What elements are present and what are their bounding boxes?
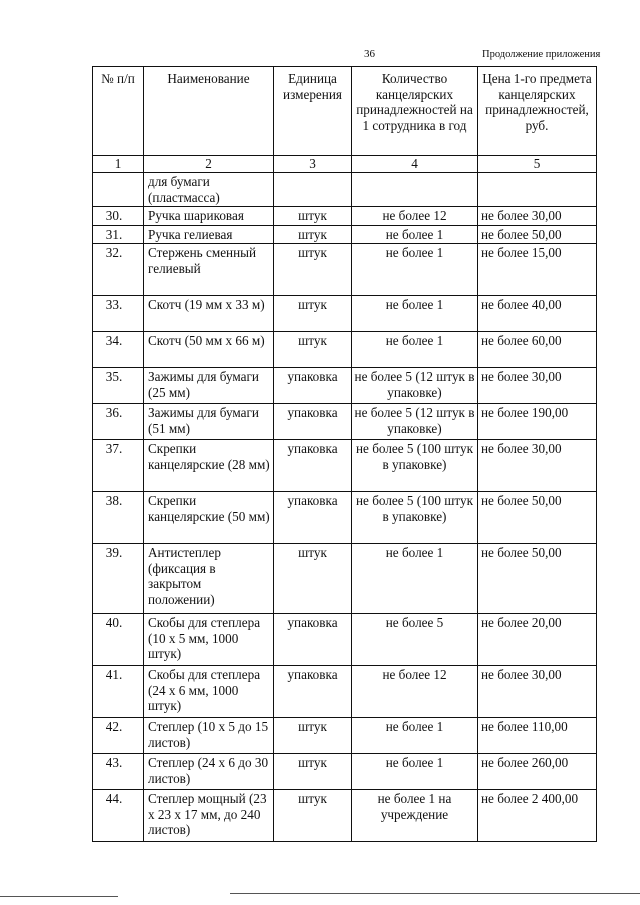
- row-number: 37.: [93, 440, 144, 492]
- table-row: [93, 790, 597, 842]
- price-limit: не более 20,00: [478, 614, 597, 666]
- item-name: Скрепки канцелярские (50 мм): [144, 492, 274, 544]
- item-name: Зажимы для бумаги (51 мм): [144, 404, 274, 440]
- unit-of-measure: упаковка: [274, 666, 352, 718]
- price-limit: не более 30,00: [478, 207, 597, 226]
- quantity-limit: [352, 173, 478, 207]
- item-name: Скотч (19 мм х 33 м): [144, 296, 274, 332]
- unit-of-measure: упаковка: [274, 368, 352, 404]
- unit-of-measure: штук: [274, 332, 352, 368]
- table-row: [93, 173, 597, 207]
- quantity-limit: не более 1: [352, 244, 478, 296]
- unit-of-measure: упаковка: [274, 492, 352, 544]
- unit-of-measure: штук: [274, 754, 352, 790]
- item-name: Степлер (10 х 5 до 15 листов): [144, 718, 274, 754]
- table-row: [93, 614, 597, 666]
- column-number: 5: [478, 156, 597, 173]
- row-number: [93, 173, 144, 207]
- item-name: Антистеплер (фиксация в закрытом положении): [144, 544, 274, 614]
- stationery-table: [92, 66, 597, 842]
- table-row: [93, 207, 597, 226]
- price-limit: [478, 173, 597, 207]
- unit-of-measure: [274, 173, 352, 207]
- continuation-note: Продолжение приложения: [482, 49, 601, 60]
- scan-artifact-line: [0, 896, 118, 897]
- row-number: 42.: [93, 718, 144, 754]
- row-number: 43.: [93, 754, 144, 790]
- table-row: [93, 404, 597, 440]
- table-row: [93, 368, 597, 404]
- table-row: [93, 544, 597, 614]
- column-header-quantity: Количество канцелярских принадлежностей на 1 сотрудника в год: [352, 67, 478, 156]
- unit-of-measure: упаковка: [274, 614, 352, 666]
- table-row: [93, 492, 597, 544]
- price-limit: не более 110,00: [478, 718, 597, 754]
- quantity-limit: не более 12: [352, 666, 478, 718]
- quantity-limit: не более 1: [352, 332, 478, 368]
- column-header-number: № п/п: [93, 67, 144, 156]
- column-header-price: Цена 1-го предмета канцелярских принадлежностей, руб.: [478, 67, 597, 156]
- price-limit: не более 50,00: [478, 492, 597, 544]
- item-name: для бумаги (пластмасса): [144, 173, 274, 207]
- quantity-limit: не более 12: [352, 207, 478, 226]
- price-limit: не более 260,00: [478, 754, 597, 790]
- row-number: 33.: [93, 296, 144, 332]
- column-number: 2: [144, 156, 274, 173]
- unit-of-measure: штук: [274, 244, 352, 296]
- table-row: [93, 718, 597, 754]
- unit-of-measure: штук: [274, 544, 352, 614]
- page-number: 36: [364, 48, 375, 60]
- item-name: Ручка гелиевая: [144, 226, 274, 244]
- price-limit: не более 40,00: [478, 296, 597, 332]
- price-limit: не более 60,00: [478, 332, 597, 368]
- quantity-limit: не более 5 (12 штук в упаковке): [352, 404, 478, 440]
- unit-of-measure: упаковка: [274, 404, 352, 440]
- table-row: [93, 754, 597, 790]
- price-limit: не более 190,00: [478, 404, 597, 440]
- unit-of-measure: штук: [274, 718, 352, 754]
- quantity-limit: не более 1: [352, 296, 478, 332]
- unit-of-measure: штук: [274, 790, 352, 842]
- item-name: Скобы для степлера (24 х 6 мм, 1000 штук): [144, 666, 274, 718]
- item-name: Скотч (50 мм х 66 м): [144, 332, 274, 368]
- table-header-row: [93, 67, 597, 156]
- column-numbers-row: [93, 156, 597, 173]
- column-header-name: Наименование: [144, 67, 274, 156]
- price-limit: не более 50,00: [478, 544, 597, 614]
- table-row: [93, 244, 597, 296]
- item-name: Скобы для степлера (10 х 5 мм, 1000 штук): [144, 614, 274, 666]
- quantity-limit: не более 1 на учреждение: [352, 790, 478, 842]
- table-row: [93, 226, 597, 244]
- price-limit: не более 30,00: [478, 666, 597, 718]
- row-number: 30.: [93, 207, 144, 226]
- price-limit: не более 50,00: [478, 226, 597, 244]
- unit-of-measure: упаковка: [274, 440, 352, 492]
- unit-of-measure: штук: [274, 226, 352, 244]
- quantity-limit: не более 1: [352, 226, 478, 244]
- item-name: Степлер (24 х 6 до 30 листов): [144, 754, 274, 790]
- row-number: 40.: [93, 614, 144, 666]
- quantity-limit: не более 5 (100 штук в упаковке): [352, 492, 478, 544]
- scan-artifact-line: [230, 893, 640, 894]
- item-name: Степлер мощный (23 х 23 х 17 мм, до 240 листов): [144, 790, 274, 842]
- quantity-limit: не более 1: [352, 718, 478, 754]
- price-limit: не более 2 400,00: [478, 790, 597, 842]
- item-name: Зажимы для бумаги (25 мм): [144, 368, 274, 404]
- row-number: 35.: [93, 368, 144, 404]
- row-number: 44.: [93, 790, 144, 842]
- item-name: Скрепки канцелярские (28 мм): [144, 440, 274, 492]
- quantity-limit: не более 1: [352, 754, 478, 790]
- unit-of-measure: штук: [274, 296, 352, 332]
- price-limit: не более 30,00: [478, 368, 597, 404]
- row-number: 39.: [93, 544, 144, 614]
- price-limit: не более 15,00: [478, 244, 597, 296]
- quantity-limit: не более 5 (12 штук в упаковке): [352, 368, 478, 404]
- quantity-limit: не более 1: [352, 544, 478, 614]
- price-limit: не более 30,00: [478, 440, 597, 492]
- row-number: 31.: [93, 226, 144, 244]
- row-number: 34.: [93, 332, 144, 368]
- row-number: 32.: [93, 244, 144, 296]
- item-name: Ручка шариковая: [144, 207, 274, 226]
- row-number: 41.: [93, 666, 144, 718]
- column-number: 3: [274, 156, 352, 173]
- unit-of-measure: штук: [274, 207, 352, 226]
- table-row: [93, 440, 597, 492]
- quantity-limit: не более 5 (100 штук в упаковке): [352, 440, 478, 492]
- column-header-unit: Единица измерения: [274, 67, 352, 156]
- quantity-limit: не более 5: [352, 614, 478, 666]
- column-number: 4: [352, 156, 478, 173]
- table-row: [93, 332, 597, 368]
- table-row: [93, 296, 597, 332]
- column-number: 1: [93, 156, 144, 173]
- row-number: 36.: [93, 404, 144, 440]
- table-row: [93, 666, 597, 718]
- item-name: Стержень сменный гелиевый: [144, 244, 274, 296]
- row-number: 38.: [93, 492, 144, 544]
